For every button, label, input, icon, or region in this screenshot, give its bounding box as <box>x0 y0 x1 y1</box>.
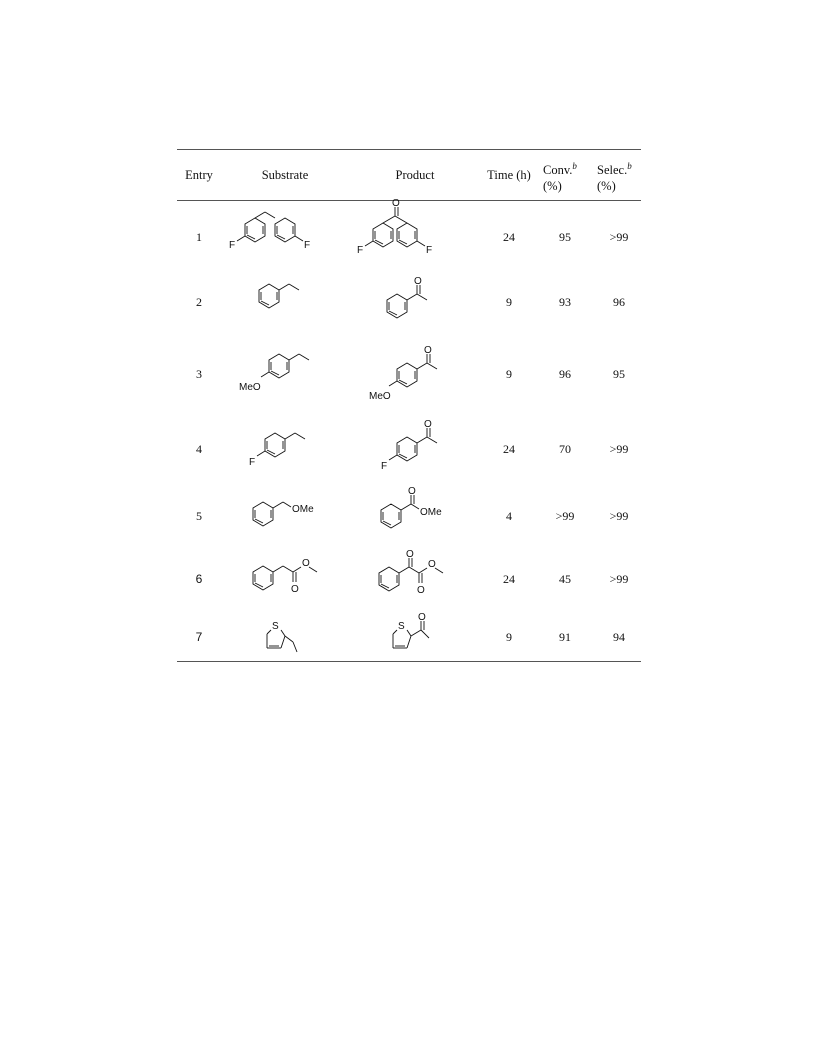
atom-label-o: O <box>302 558 310 569</box>
row-1-entry: 1 <box>196 230 202 244</box>
header-entry: Entry <box>185 168 213 182</box>
row-3-time: 9 <box>506 367 512 381</box>
row-5-product-structure <box>369 482 469 544</box>
row-7-substrate-structure <box>257 616 337 660</box>
atom-label-s: S <box>272 621 279 632</box>
header-selec: Selec.$^b$ <box>597 161 632 178</box>
row-1-product-structure <box>353 198 478 261</box>
row-3-conv: 96 <box>559 367 571 381</box>
header-product: Product <box>395 168 435 182</box>
row-4-product-structure <box>373 415 463 479</box>
atom-label-o: O <box>414 276 422 287</box>
row-7-product-structure <box>383 614 463 658</box>
atom-label-o: O <box>392 198 400 209</box>
row-6-entry: 6 <box>195 572 203 586</box>
row-7-selec: 94 <box>613 630 625 644</box>
atom-label-f: F <box>304 240 311 251</box>
atom-label-o: O <box>291 584 299 595</box>
atom-label-o: O <box>424 345 432 356</box>
row-4-substrate-structure <box>245 425 335 475</box>
row-4-selec: >99 <box>609 442 629 456</box>
row-3-entry: 3 <box>196 367 202 381</box>
atom-label-s: S <box>398 621 405 632</box>
header-conv-unit: (%) <box>543 179 562 193</box>
atom-label-o: O <box>428 559 436 570</box>
row-5-selec: >99 <box>609 509 629 523</box>
bottom-rule <box>177 661 641 662</box>
row-4-conv: 70 <box>559 442 571 456</box>
atom-label-f: F <box>229 240 236 251</box>
header-substrate: Substrate <box>261 168 309 182</box>
header-time: Time (h) <box>487 168 531 182</box>
row-3-selec: 95 <box>613 367 625 381</box>
atom-label-ome: OMe <box>420 507 442 518</box>
atom-label-o: O <box>408 486 416 497</box>
atom-label-o: O <box>406 549 414 560</box>
row-1-substrate-structure <box>225 204 350 254</box>
atom-label-meo: MeO <box>369 391 391 402</box>
atom-label-ome: OMe <box>292 504 314 515</box>
row-3-product-structure <box>365 339 465 407</box>
row-2-selec: 96 <box>613 295 625 309</box>
header-selec-unit: (%) <box>597 179 616 193</box>
row-6-product-structure <box>367 547 477 609</box>
row-1-time: 24 <box>503 230 515 244</box>
atom-label-f: F <box>381 461 388 472</box>
atom-label-f: F <box>426 245 433 256</box>
row-2-product-structure <box>375 274 455 329</box>
row-6-time: 24 <box>503 572 515 586</box>
row-4-time: 24 <box>503 442 515 456</box>
atom-label-f: F <box>249 457 256 468</box>
row-7-conv: 91 <box>559 630 571 644</box>
atom-label-o: O <box>418 612 426 623</box>
row-2-entry: 2 <box>196 295 202 309</box>
row-2-substrate-structure <box>247 274 327 324</box>
row-4-entry: 4 <box>196 442 202 456</box>
top-rule <box>177 149 641 150</box>
row-7-time: 9 <box>506 630 512 644</box>
row-3-substrate-structure <box>235 344 335 402</box>
row-2-conv: 93 <box>559 295 571 309</box>
atom-label-o: O <box>424 419 432 430</box>
atom-label-meo: MeO <box>239 382 261 393</box>
row-5-conv: >99 <box>555 509 575 523</box>
row-5-substrate-structure <box>241 492 341 537</box>
row-6-conv: 45 <box>559 572 571 586</box>
row-7-entry: 7 <box>195 630 203 644</box>
row-6-selec: >99 <box>609 572 629 586</box>
row-2-time: 9 <box>506 295 512 309</box>
atom-label-f: F <box>357 245 364 256</box>
row-5-entry: 5 <box>196 509 202 523</box>
row-6-substrate-structure <box>241 554 341 606</box>
row-1-conv: 95 <box>559 230 571 244</box>
header-conv: Conv.$^b$ <box>543 161 577 178</box>
row-1-selec: >99 <box>609 230 629 244</box>
atom-label-o: O <box>417 585 425 596</box>
row-5-time: 4 <box>506 509 512 523</box>
